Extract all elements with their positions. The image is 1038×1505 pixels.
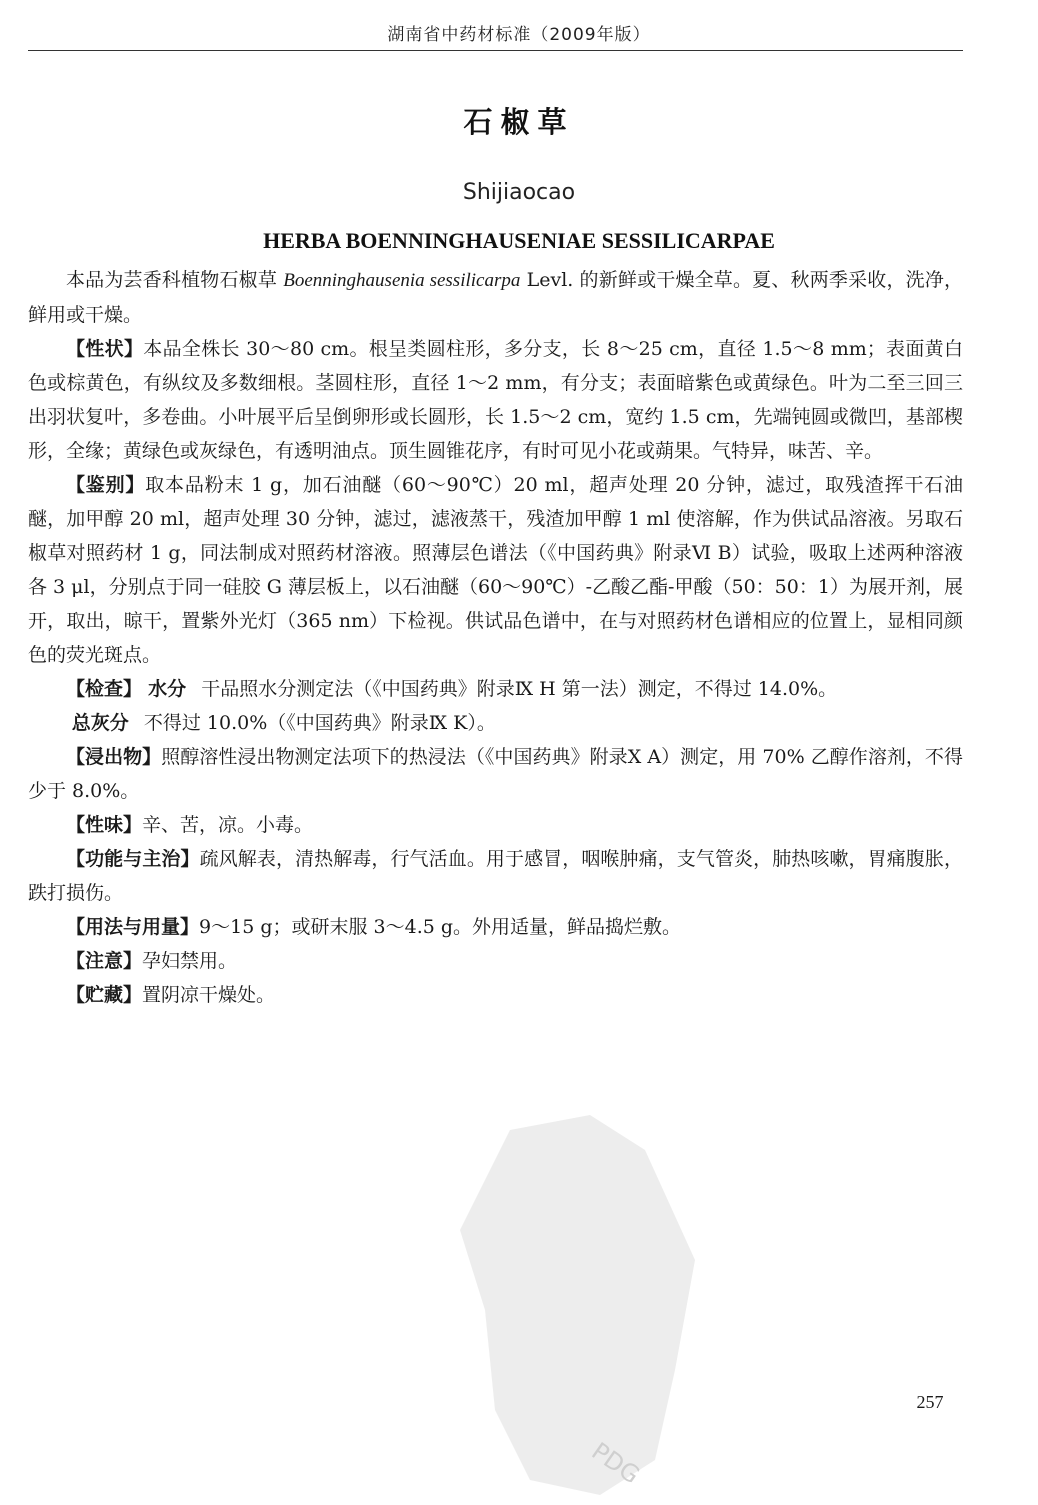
section-identification: 【鉴别】取本品粉末 1 g，加石油醚（60～90℃）20 ml，超声处理 20 分钟，滤过，取残渣挥干石油醚，加甲醇 20 ml，超声处理 30 分钟，滤过，滤液蒸干，残渣加甲醇 1 ml 使溶解，作为供试品溶液。另取石椒草对照药材 1 g，同法制成对照药材溶液。照薄层色谱法（《中国药典》附录Ⅵ B）试验，吸取上述两种溶液各 3 μl，分别点于同一硅胶 G 薄层板上，以石油醚（60～90℃）-乙酸乙酯-甲酸（50：50：1）为展开剂，展开，取出，晾干，置紫外光灯（365 nm）下检视。供试品色谱中，在与对照药材色谱相应的位置上，显相同颜色的荧光斑点。	[28, 474, 963, 666]
header-rule	[28, 50, 963, 51]
monograph-latin-name: HERBA BOENNINGHAUSENIAE SESSILICARPAE	[263, 228, 775, 253]
watermark-seal	[440, 1110, 700, 1500]
watermark-text: PDG	[586, 1436, 645, 1490]
section-property-flavor: 【性味】辛、苦，凉。小毒。	[66, 814, 314, 836]
species-name: Boenninghausenia sessilicarpa	[283, 270, 521, 291]
section-label: 【贮藏】	[66, 984, 143, 1006]
section-label: 【功能与主治】	[66, 848, 200, 870]
section-extractives: 【浸出物】照醇溶性浸出物测定法项下的热浸法（《中国药典》附录Ⅹ A）测定，用 70% 乙醇作溶剂，不得少于 8.0%。	[28, 746, 963, 802]
subsection-label: 水分	[148, 678, 187, 700]
section-label: 【性味】	[66, 814, 143, 836]
monograph-pinyin: Shijiaocao	[462, 180, 576, 205]
section-label: 【注意】	[66, 950, 143, 972]
intro-paragraph: 本品为芸香科植物石椒草 Boenninghausenia sessilicarpa Levl. 的新鲜或干燥全草。夏、秋两季采收，洗净，鲜用或干燥。	[28, 269, 963, 326]
section-examination: 【检查】 水分 干品照水分测定法（《中国药典》附录Ⅸ H 第一法）测定，不得过 14.0%。	[66, 678, 838, 700]
monograph-body	[28, 263, 963, 1012]
section-storage: 【贮藏】置阴凉干燥处。	[66, 984, 276, 1006]
section-functions: 【功能与主治】疏风解表，清热解毒，行气活血。用于感冒，咽喉肿痛，支气管炎，肺热咳嗽，胃痛腹胀，跌打损伤。	[28, 848, 963, 904]
watermark-stone-shape	[460, 1115, 695, 1495]
section-label: 【鉴别】	[66, 474, 146, 496]
page-number: 257	[916, 1392, 944, 1412]
subsection-label: 总灰分	[71, 712, 129, 734]
section-total-ash: 总灰分 不得过 10.0%（《中国药典》附录Ⅸ K）。	[71, 712, 496, 734]
section-label: 【检查】	[66, 678, 143, 700]
running-header: 湖南省中药材标准（2009年版）	[387, 25, 651, 45]
section-label: 【性状】	[66, 338, 144, 360]
section-label: 【用法与用量】	[66, 916, 200, 938]
section-precautions: 【注意】孕妇禁用。	[66, 950, 238, 972]
section-description: 【性状】本品全株长 30～80 cm。根呈类圆柱形，多分支，长 8～25 cm，直径 1.5～8 mm；表面黄白色或棕黄色，有纵纹及多数细根。茎圆柱形，直径 1～2 mm，有分支；表面暗紫色或黄绿色。叶为二至三回三出羽状复叶，多卷曲。小叶展平后呈倒卵形或长圆形，长 1.5～2 cm，宽约 1.5 cm，先端钝圆或微凹，基部楔形，全缘；黄绿色或灰绿色，有透明油点。顶生圆锥花序，有时可见小花或蒴果。气特异，味苦、辛。	[28, 338, 963, 462]
monograph-title: 石椒草	[463, 105, 575, 139]
section-label: 【浸出物】	[66, 746, 162, 768]
section-usage-dosage: 【用法与用量】9～15 g；或研末服 3～4.5 g。外用适量，鲜品捣烂敷。	[66, 916, 682, 938]
